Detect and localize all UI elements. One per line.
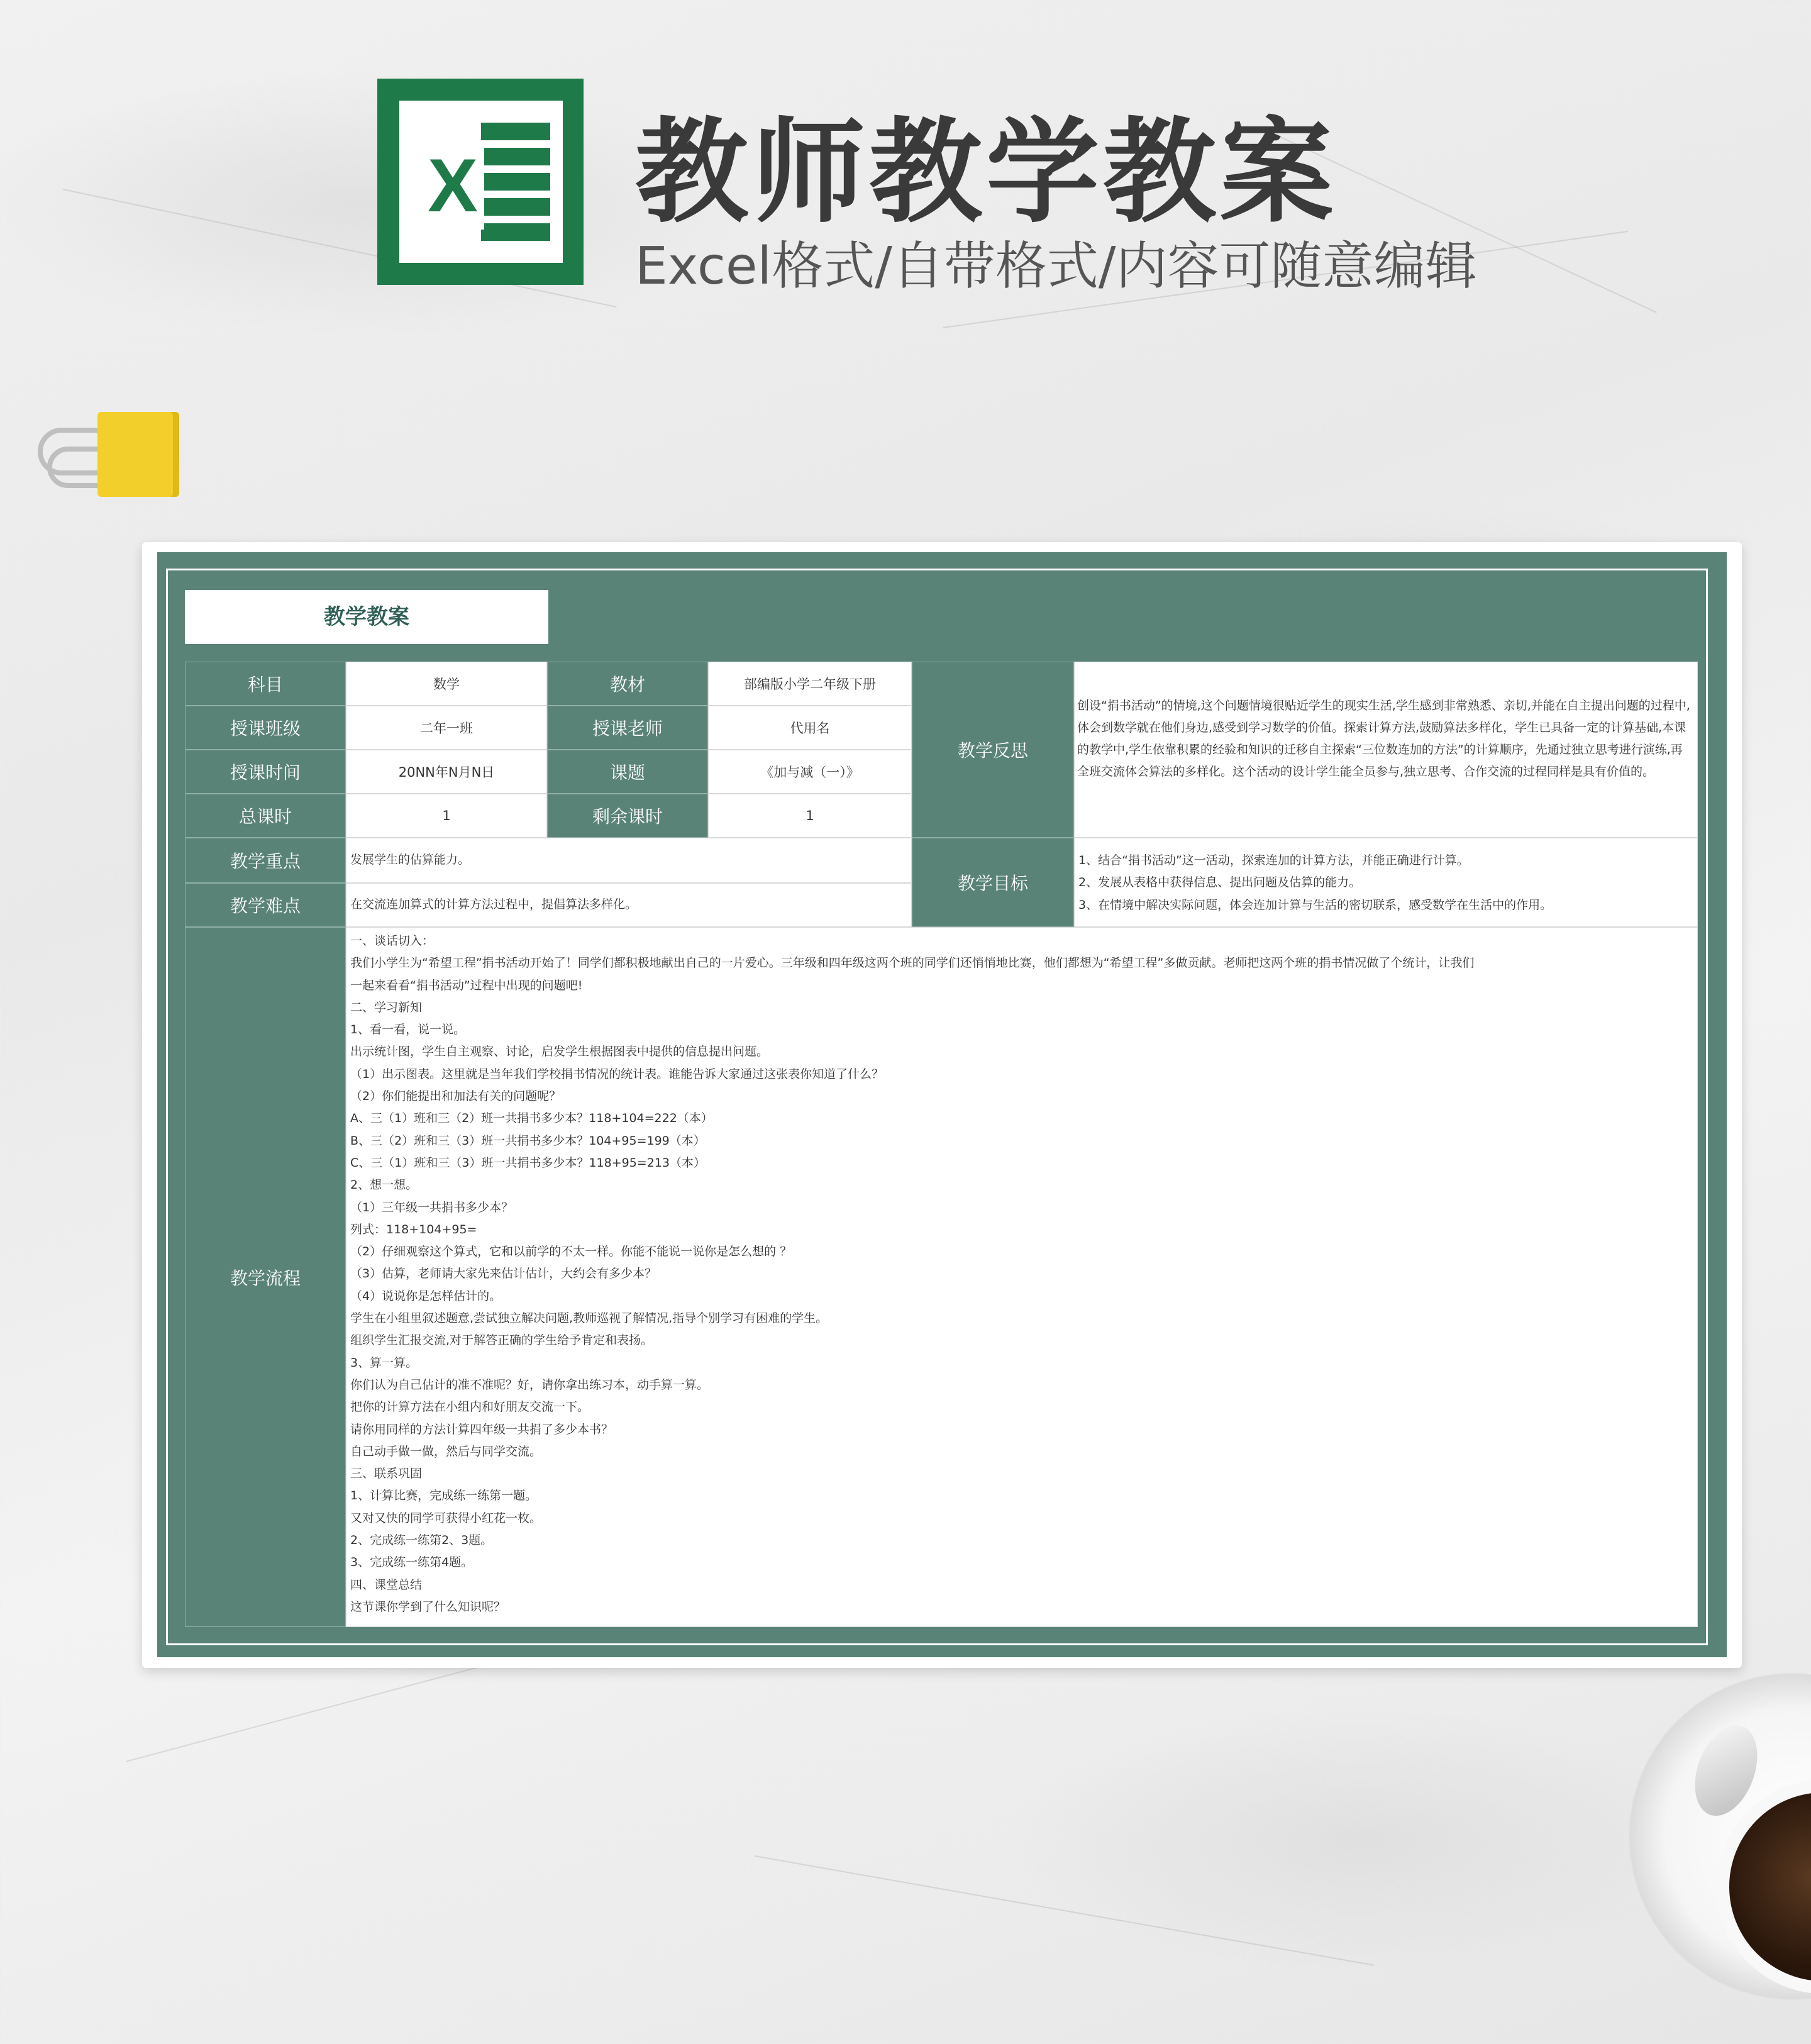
topic-label: 课题 <box>547 750 708 794</box>
excel-logo <box>377 79 584 285</box>
class-label: 授课班级 <box>185 706 346 750</box>
reflection-text[interactable]: 创设“捐书活动”的情境,这个问题情境很贴近学生的现实生活,学生感到非常熟悉、亲切,并能在自主提出问题的过程中,体会到数学就在他们身边,感受到学习数学的价值。探索计算方法,鼓励算法多样化，学生已具备一定的计算基础,本课的教学中,学生依靠积累的经验和知识的迁移自主探索“三位数连加的方法”的计算顺序，先通过独立思考进行演练,再全班交流体会算法的多样化。这个活动的设计学生能全员参与,独立思考、合作交流的过程同样是具有价值的。 <box>1074 662 1698 838</box>
process-label: 教学流程 <box>185 927 346 1627</box>
process-line: 组织学生汇报交流,对于解答正确的学生给予肯定和表扬。 <box>350 1333 653 1348</box>
process-line: （1）出示图表。这里就是当年我们学校捐书情况的统计表。谁能告诉大家通过这张表你知道了什么？ <box>350 1067 884 1081</box>
process-line: 3、完成练一练第4题。 <box>350 1555 474 1570</box>
process-line: 你们认为自己估计的准不准呢？好，请你拿出练习本，动手算一算。 <box>350 1377 709 1392</box>
page-subtitle: Excel格式/自带格式/内容可随意编辑 <box>635 236 1477 296</box>
binder-clip-icon <box>38 412 145 500</box>
difficulty-label: 教学难点 <box>185 883 346 927</box>
goal-label: 教学目标 <box>912 838 1074 927</box>
remaining-hours-value[interactable]: 1 <box>708 794 912 838</box>
process-content[interactable] <box>346 927 1698 1627</box>
process-line: （4）说说你是怎样估计的。 <box>350 1289 502 1303</box>
time-label: 授课时间 <box>185 750 346 794</box>
process-line: 列式：118+104+95= <box>350 1222 477 1236</box>
remaining-hours-label: 剩余课时 <box>547 794 708 838</box>
process-line: 1、计算比赛，完成练一练第一题。 <box>350 1489 538 1503</box>
process-line: 自己动手做一做，然后与同学交流。 <box>350 1444 542 1458</box>
topic-value[interactable]: 《加与减（一）》 <box>708 750 912 794</box>
total-hours-value[interactable]: 1 <box>346 794 547 838</box>
class-value[interactable]: 二年一班 <box>346 706 547 750</box>
lesson-plan-table <box>185 662 1698 1627</box>
process-line: 2、完成练一练第2、3题。 <box>350 1533 493 1548</box>
process-line: 我们小学生为“希望工程”捐书活动开始了！同学们都积极地献出自己的一片爱心。三年级和四年级这两个班的同学们还悄悄地比赛，他们都想为“希望工程”多做贡献。老师把这两个班的捐书情况做了个统计，让我们 <box>350 956 1475 970</box>
process-line: 一、谈话切入： <box>350 934 435 948</box>
process-line: 三、联系巩固 <box>350 1467 423 1481</box>
goal-item: 1、结合“捐书活动”这一活动，探索连加的计算方法，并能正确进行计算。 <box>1078 853 1469 867</box>
process-line: 把你的计算方法在小组内和好朋友交流一下。 <box>350 1400 590 1414</box>
process-line: （2）你们能提出和加法有关的问题呢？ <box>350 1089 562 1104</box>
coffee-cup-icon <box>1629 1673 1811 2000</box>
process-line: 这节课你学到了什么知识呢？ <box>350 1599 506 1614</box>
goal-item: 3、在情境中解决实际问题，体会连加计算与生活的密切联系，感受数学在生活中的作用。 <box>1078 897 1553 912</box>
key-point-label: 教学重点 <box>185 838 346 883</box>
teacher-label: 授课老师 <box>547 706 708 750</box>
subject-label: 科目 <box>185 662 346 706</box>
goal-list[interactable] <box>1074 838 1698 927</box>
page-title: 教师教学教案 <box>635 107 1337 238</box>
process-line: （3）估算，老师请大家先来估计估计，大约会有多少本？ <box>350 1267 657 1281</box>
process-line: 一起来看看“捐书活动”过程中出现的问题吧! <box>350 978 583 992</box>
process-line: A、三（1）班和三（2）班一共捐书多少本？118+104=222（本） <box>350 1111 713 1126</box>
process-line: 学生在小组里叙述题意,尝试独立解决问题,教师巡视了解情况,指导个别学习有困难的学生。 <box>350 1311 828 1326</box>
excel-x-icon: X <box>421 142 484 230</box>
process-line: 二、学习新知 <box>350 1000 423 1014</box>
process-line: 2、想一想。 <box>350 1178 418 1192</box>
reflection-label: 教学反思 <box>912 662 1074 838</box>
process-line: 3、算一算。 <box>350 1355 418 1370</box>
key-point-value[interactable]: 发展学生的估算能力。 <box>346 838 912 883</box>
process-line: （2）仔细观察这个算式，它和以前学的不太一样。你能不能说一说你是怎么想的 ？ <box>350 1245 792 1259</box>
subject-value[interactable]: 数学 <box>346 662 547 706</box>
total-hours-label: 总课时 <box>185 794 346 838</box>
process-line: 四、课堂总结 <box>350 1577 423 1592</box>
process-line: 又对又快的同学可获得小红花一枚。 <box>350 1511 542 1525</box>
process-line: 1、看一看，说一说。 <box>350 1023 466 1037</box>
teacher-value[interactable]: 代用名 <box>708 706 912 750</box>
textbook-value[interactable]: 部编版小学二年级下册 <box>708 662 912 706</box>
document-title: 教学教案 <box>185 590 548 644</box>
process-line: 请你用同样的方法计算四年级一共捐了多少本书？ <box>350 1422 614 1436</box>
process-line: （1）三年级一共捐书多少本？ <box>350 1200 514 1214</box>
process-line: 出示统计图，学生自主观察、讨论，启发学生根据图表中提供的信息提出问题。 <box>350 1045 769 1059</box>
time-value[interactable]: 20NN年N月N日 <box>346 750 547 794</box>
process-line: C、三（1）班和三（3）班一共捐书多少本？118+95=213（本） <box>350 1155 706 1170</box>
process-line: B、三（2）班和三（3）班一共捐书多少本？104+95=199（本） <box>350 1133 706 1148</box>
goal-item: 2、发展从表格中获得信息、提出问题及估算的能力。 <box>1078 875 1361 890</box>
textbook-label: 教材 <box>547 662 708 706</box>
difficulty-value[interactable]: 在交流连加算式的计算方法过程中，提倡算法多样化。 <box>346 883 912 927</box>
